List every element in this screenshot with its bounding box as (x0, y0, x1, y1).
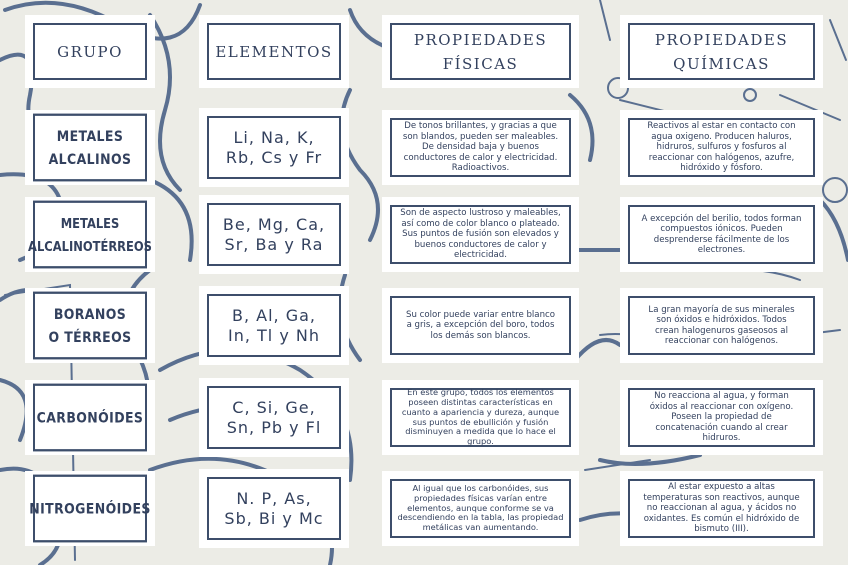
header-grupo: GRUPO (33, 23, 147, 80)
header-fisicas-card (382, 15, 579, 88)
grupo-name: CARBONÓIDES (33, 384, 147, 452)
row-1-fisicas-card (382, 110, 579, 185)
header-propiedades-quimicas: PROPIEDADES QUÍMICAS (628, 23, 815, 80)
propiedades-fisicas-text: Al igual que los carbonóides, sus propiedades físicas varían entre elementos, aunque conforme se va descendiendo en la tabla, las propiedad metálicas van aumentando. (390, 479, 571, 538)
propiedades-quimicas-text: No reacciona al agua, y forman óxidos al reaccionar con oxígeno. Poseen la propiedad de concatenación cuando al crear hidruros. (628, 388, 815, 447)
propiedades-quimicas-text: A excepción del berilio, todos forman compuestos iónicos. Pueden desprenderse fácilmente de los electrones. (628, 205, 815, 264)
row-4-fisicas-card (382, 380, 579, 455)
propiedades-fisicas-text: De tonos brillantes, y gracias a que son blandos, pueden ser maleables. De densidad baja y buenos conductores de calor y electricidad. Radioactivos. (390, 118, 571, 177)
header-propiedades-fisicas: PROPIEDADES FÍSICAS (390, 23, 571, 80)
row-5-quimicas-card (620, 471, 823, 546)
elementos-list: Li, Na, K, Rb, Cs y Fr (207, 116, 341, 179)
row-1-quimicas-card (620, 110, 823, 185)
row-5-elementos-card (199, 469, 349, 548)
row-4-quimicas-card (620, 380, 823, 455)
row-5-grupo-card (25, 471, 155, 546)
elementos-list: N. P, As, Sb, Bi y Mc (207, 477, 341, 540)
header-elementos: ELEMENTOS (207, 23, 341, 80)
grupo-name: METALES ALCALINOS (33, 114, 147, 182)
row-3-elementos-card (199, 286, 349, 365)
propiedades-fisicas-text: En este grupo, todos los elementos poseen distintas características en cuanto a apariencia y dureza, aunque sus puntos de ebullición y fusión disminuyen a medida que lo hace el grupo. (390, 388, 571, 447)
row-1-elementos-card (199, 108, 349, 187)
propiedades-fisicas-text: Son de aspecto lustroso y maleables, así como de color blanco o plateado. Sus puntos de fusión son elevados y buenos conductores de calor y electricidad. (390, 205, 571, 264)
propiedades-quimicas-text: Al estar expuesto a altas temperaturas son reactivos, aunque no reaccionan al agua, y ácidos no oxidantes. Es común el hidróxido de bismuto (III). (628, 479, 815, 538)
grupo-name: NITROGENÓIDES (33, 475, 147, 543)
header-grupo-card (25, 15, 155, 88)
row-4-grupo-card (25, 380, 155, 455)
header-quimicas-card (620, 15, 823, 88)
elementos-list: B, Al, Ga, In, Tl y Nh (207, 294, 341, 357)
row-2-fisicas-card (382, 197, 579, 272)
row-5-fisicas-card (382, 471, 579, 546)
row-2-quimicas-card (620, 197, 823, 272)
row-4-elementos-card (199, 378, 349, 457)
grupo-name: METALES ALCALINOTÉRREOS (33, 201, 147, 269)
grupo-name: BORANOS O TÉRREOS (33, 292, 147, 360)
row-2-elementos-card (199, 195, 349, 274)
elementos-list: Be, Mg, Ca, Sr, Ba y Ra (207, 203, 341, 266)
row-1-grupo-card (25, 110, 155, 185)
header-elementos-card (199, 15, 349, 88)
row-3-fisicas-card (382, 288, 579, 363)
propiedades-quimicas-text: La gran mayoría de sus minerales son óxidos e hidróxidos. Todos crean halogenuros gaseosos al reaccionar con halógenos. (628, 296, 815, 355)
elementos-list: C, Si, Ge, Sn, Pb y Fl (207, 386, 341, 449)
row-3-grupo-card (25, 288, 155, 363)
row-2-grupo-card (25, 197, 155, 272)
propiedades-fisicas-text: Su color puede variar entre blanco a gris, a excepción del boro, todos los demás son blancos. (390, 296, 571, 355)
propiedades-quimicas-text: Reactivos al estar en contacto con agua oxigeno. Producen haluros, hidruros, sulfuros y fosfuros al reaccionar con halógenos, azufre, hidróxido y fósforo. (628, 118, 815, 177)
row-3-quimicas-card (620, 288, 823, 363)
